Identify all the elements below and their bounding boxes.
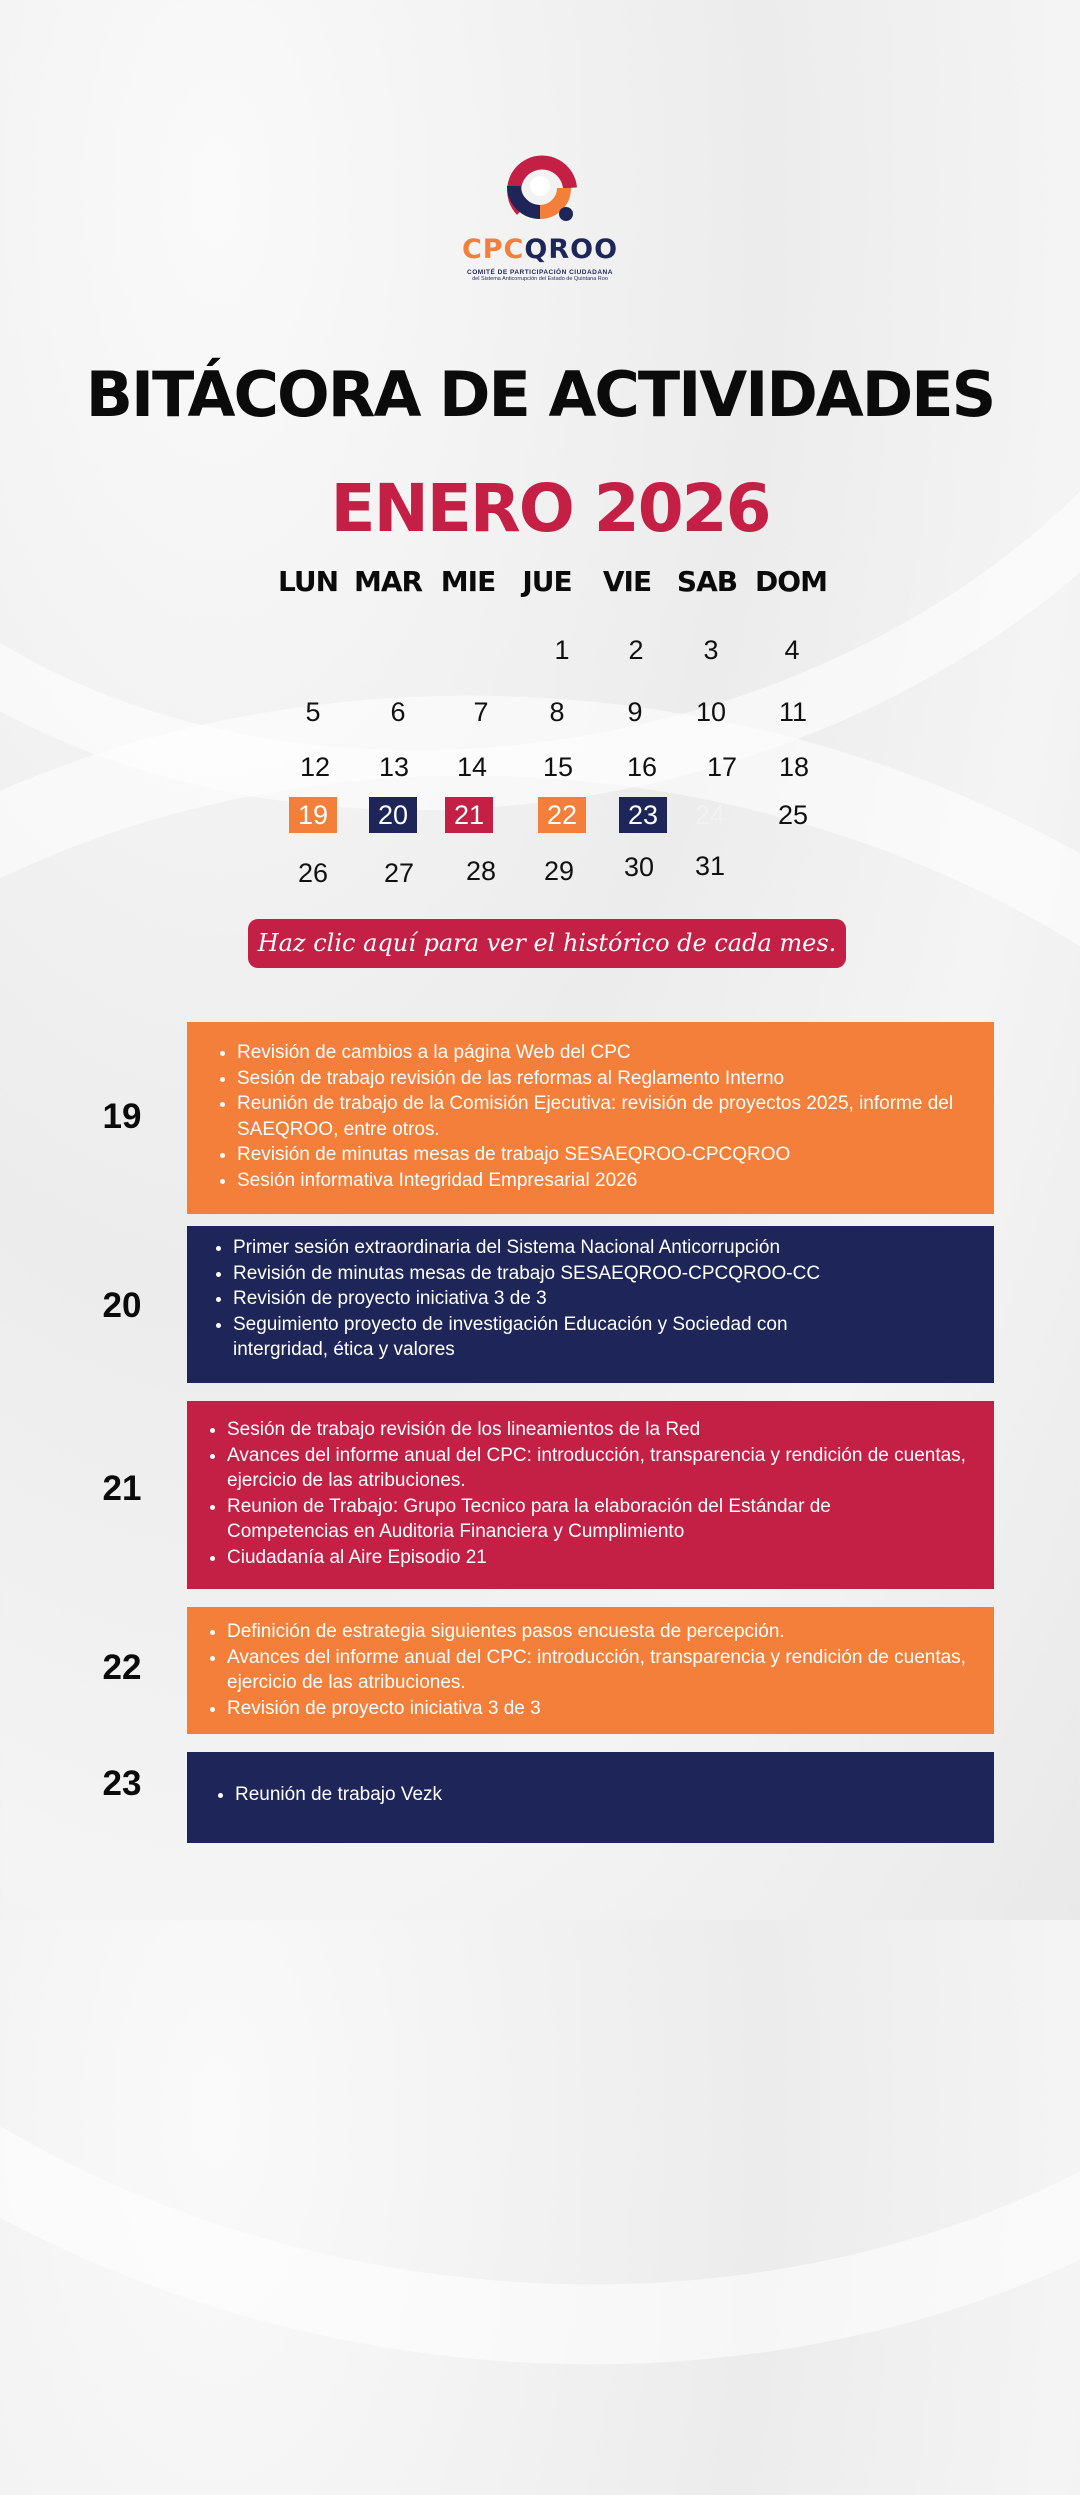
month-title: ENERO 2026 [330, 470, 770, 547]
weekday-dom: DOM [755, 565, 827, 598]
calendar-day: 30 [623, 852, 655, 882]
calendar-day: 17 [706, 752, 738, 782]
weekday-mar: MAR [353, 565, 423, 598]
calendar-day: 6 [390, 697, 406, 727]
logo-icon [502, 148, 578, 224]
activity-day-number: 21 [102, 1469, 142, 1508]
activity-day-number: 20 [102, 1286, 142, 1325]
weekday-mie: MIE [440, 565, 496, 598]
calendar-day: 28 [465, 856, 497, 886]
weekday-lun: LUN [277, 565, 338, 598]
activity-day-number: 19 [102, 1097, 142, 1136]
calendar-day: 4 [784, 635, 800, 665]
calendar-day: 15 [542, 752, 574, 782]
activity-item: • Revisión de minutas mesas de trabajo SESAEQROO-CPCQROO [237, 1142, 994, 1168]
calendar-day: 14 [456, 752, 488, 782]
calendar-day: 11 [778, 697, 808, 727]
calendar-day: 10 [695, 697, 727, 727]
logo-subtitle: COMITÉ DE PARTICIPACIÓN CIUDADANA [467, 269, 613, 276]
calendar-day-highlighted[interactable]: 23 [619, 797, 667, 833]
calendar-day: 29 [543, 856, 575, 886]
activity-item: • Sesión informativa Integridad Empresarial 2026 [237, 1168, 994, 1194]
activity-item: • Sesión de trabajo revisión de los lineamientos de la Red [227, 1417, 994, 1443]
calendar-day: 26 [297, 858, 329, 888]
activity-item: • Ciudadanía al Aire Episodio 21 [227, 1545, 994, 1571]
calendar-day-highlighted[interactable]: 21 [445, 797, 493, 833]
activity-item: • Avances del informe anual del CPC: introducción, transparencia y rendición de cuentas, ejercicio de las atribuciones. [227, 1443, 994, 1494]
logo [450, 148, 630, 282]
page-title: BITÁCORA DE ACTIVIDADES [85, 358, 995, 431]
calendar-day: 1 [554, 635, 570, 665]
activity-item: • Sesión de trabajo revisión de las reformas al Reglamento Interno [237, 1066, 994, 1092]
calendar-day: 13 [378, 752, 410, 782]
calendar-day: 8 [549, 697, 565, 727]
weekday-vie: VIE [602, 565, 652, 598]
calendar-day-highlighted[interactable]: 19 [289, 797, 337, 833]
logo-wordmark: CPCQROO [461, 234, 619, 265]
calendar-day: 5 [305, 697, 321, 727]
weekday-sab: SAB [676, 565, 738, 598]
activity-item: • Reunión de trabajo de la Comisión Ejecutiva: revisión de proyectos 2025, informe del SAEQROO, entre otros. [237, 1091, 994, 1142]
activity-box-21 [187, 1401, 994, 1589]
calendar-day: 9 [627, 697, 643, 727]
calendar-day: 25 [777, 800, 809, 830]
activity-box-20 [187, 1226, 994, 1383]
calendar-day-highlighted[interactable]: 20 [369, 797, 417, 833]
calendar-day: 18 [778, 752, 810, 782]
calendar-day: 3 [703, 635, 719, 665]
activity-item: • Revisión de proyecto iniciativa 3 de 3 [227, 1696, 994, 1722]
calendar-day: 12 [299, 752, 331, 782]
activity-day-number: 22 [102, 1648, 142, 1687]
calendar-day: 24 [694, 800, 726, 830]
calendar-day: 16 [626, 752, 658, 782]
calendar-day: 31 [694, 851, 726, 881]
calendar-day-highlighted[interactable]: 22 [538, 797, 586, 833]
history-link-button[interactable]: Haz clic aquí para ver el histórico de cada mes. [248, 919, 846, 968]
activity-item: • Avances del informe anual del CPC: introducción, transparencia y rendición de cuentas, ejercicio de las atribuciones. [227, 1645, 994, 1696]
calendar-day: 2 [628, 635, 644, 665]
calendar-day: 7 [473, 697, 489, 727]
activity-box-23 [187, 1752, 994, 1843]
calendar-day: 27 [383, 858, 415, 888]
weekday-jue: JUE [522, 565, 572, 598]
activity-item: • Seguimiento proyecto de investigación Educación y Sociedad con intergridad, ética y valores [233, 1312, 994, 1363]
activity-item: • Primer sesión extraordinaria del Sistema Nacional Anticorrupción [233, 1235, 994, 1261]
logo-subtitle-2: del Sistema Anticorrupción del Estado de Quintana Roo [472, 276, 608, 282]
activity-box-19 [187, 1022, 994, 1214]
activity-item: • Revisión de cambios a la página Web del CPC [237, 1040, 994, 1066]
activity-box-22 [187, 1607, 994, 1734]
activity-day-number: 23 [102, 1764, 142, 1803]
activity-item: • Revisión de minutas mesas de trabajo SESAEQROO-CPCQROO-CC [233, 1261, 994, 1287]
activity-item: • Reunión de trabajo Vezk [235, 1782, 994, 1808]
activity-item: • Reunion de Trabajo: Grupo Tecnico para la elaboración del Estándar de Competencias en Auditoria Financiera y Cumplimiento [227, 1494, 994, 1545]
activity-item: • Revisión de proyecto iniciativa 3 de 3 [233, 1286, 994, 1312]
activity-item: • Definición de estrategia siguientes pasos encuesta de percepción. [227, 1619, 994, 1645]
